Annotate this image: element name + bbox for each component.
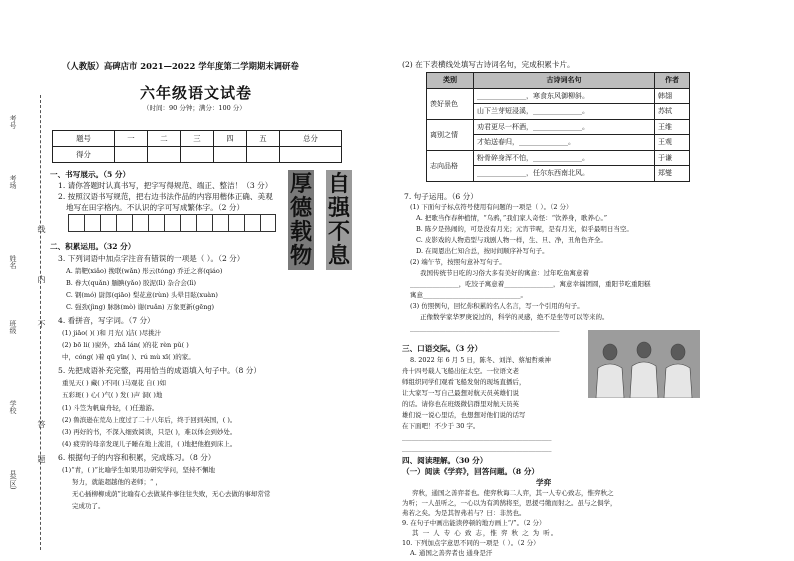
- poem-header-category: 类别: [427, 73, 474, 89]
- margin-label-name: 姓名: [9, 255, 17, 269]
- q8-line-1: 8. 2022 年 6 月 5 日，陈冬、刘洋、蔡旭哲乘神: [410, 356, 551, 364]
- q7-2-text: (2) 端午节，按照句意补写句子。: [410, 258, 506, 266]
- q2-text-cont: 地写在田字格内。不认识的字可写成繁体字。（2 分）: [66, 203, 245, 212]
- margin-label-county: 县(区): [9, 470, 17, 490]
- q9-sentence[interactable]: 其 一 人 专 心 致 志，惟 弈 秋 之 为 听。: [412, 529, 559, 537]
- calligraphy-left: [288, 170, 314, 270]
- q9-text: 9. 在句子中画出能读停顿的地方画上“/”。（2 分）: [402, 519, 546, 527]
- time-note: （时间：90 分钟；满分：100 分）: [143, 104, 246, 112]
- calligraphy-char: 强: [327, 195, 350, 221]
- q2-text: 2. 按照汉语书写规范，把右边书法作品的内容用楷体正确、美观: [58, 192, 273, 201]
- margin-label-exam-room: 考场: [9, 175, 17, 189]
- q8-line-3: 师组织同学们观看飞船发射的现场直播后，: [402, 378, 526, 386]
- margin-label-answer: 答: [37, 420, 46, 428]
- q7-3-answer-line[interactable]: ______________________________________________: [410, 324, 560, 332]
- q4-text: 4. 看拼音，写字词。（7 分）: [58, 316, 155, 325]
- q5-sentence-4: (4) 疲劳的母亲发现儿子睡在地上流泪，( )地把他抱到床上。: [62, 440, 237, 448]
- calligraphy-char: 物: [289, 243, 312, 269]
- page-title: 六年级语文试卷: [140, 84, 253, 102]
- calligraphy-char: 自: [327, 171, 350, 197]
- q1-text: 1. 请你答题时认真书写，把字写得规范、端正、整洁！（3 分）: [58, 181, 273, 190]
- q6-line-3: 无心插柳柳成荫”比喻有心去做某件事往往失败，无心去做的事却常常: [72, 490, 271, 498]
- q7-1-option-a: A. 把歌当作春种植情，“乌鸦，”我们家人奇怪：“饮养身，歌养心。”: [416, 214, 608, 222]
- section-4-heading: 四、阅读理解。（30 分）: [402, 456, 488, 465]
- poem-author: 韩翃: [655, 88, 690, 104]
- score-col-4: 四: [213, 131, 246, 147]
- poem-author: 王观: [655, 135, 690, 151]
- q8-line-2: 舟十四号载人飞船出征太空。一位语文老: [402, 367, 519, 375]
- article-title: 学弈: [536, 478, 552, 487]
- margin-label-question: 题: [37, 455, 46, 463]
- score-table: [52, 130, 342, 163]
- poem-intro: (2) 在下表横线处填写古诗词名句，完成积累卡片。: [402, 60, 575, 69]
- q5-idioms-row1: 重见天( ) 藏( )不同( )马观花 自( )如: [62, 379, 167, 387]
- score-cell[interactable]: [115, 147, 148, 163]
- article-line-1: 弈秋，通国之善弈者也。使弈秋诲二人弈，其一人专心致志，惟弈秋之: [412, 489, 614, 497]
- score-cell[interactable]: [213, 147, 246, 163]
- q6-text: 6. 根据句子的内容和积累，完成练习。（8 分）: [58, 453, 216, 462]
- section-3-heading: 三、口语交际。（3 分）: [402, 344, 483, 353]
- q7-1-text: (1) 下面句子标点符号使用有问题的一项是（ ）。（2 分）: [410, 203, 573, 211]
- poem-verse[interactable]: 劝君更尽一杯酒，______________。: [474, 119, 655, 135]
- q3-option-c: C. 钢(mó) 尉郎(qiāo) 梨花意(rùn) 头晕目眩(xuàn): [66, 291, 218, 299]
- calligraphy-char: 载: [289, 219, 312, 245]
- article-line-2: 为听；一人虽听之，一心以为有鸿鹄将至，思援弓缴而射之。虽与之俱学，: [402, 499, 617, 507]
- q4-line-3: 中，cóng( )着 qū yīn( )、rú mù xī( )的家。: [62, 353, 195, 361]
- q8-answer-line-1[interactable]: ______________________________________________: [402, 433, 552, 441]
- q7-2-line-1: 我国传统节日吃的习俗大多有美好的寓意：过年吃鱼寓意着: [420, 269, 589, 277]
- exam-source-line: （人教版）高碑店市 2021—2022 学年度第二学期期末调研卷: [62, 61, 299, 71]
- poem-category: 羡好景色: [427, 88, 474, 119]
- q6-line-2: 努力，就能超越他的老师；“ ，: [72, 478, 162, 486]
- poem-verse[interactable]: 才始送春归，______________。: [474, 135, 655, 151]
- calligraphy-char: 息: [327, 243, 350, 269]
- score-cell[interactable]: [147, 147, 180, 163]
- q10-option-a: A. 通国之善弈者也 通身是汗: [410, 549, 493, 557]
- q7-1-option-b: B. 陈夕是热闹的，可是没有月光；元宵节呢，是有月光，似乎最明日当空。: [416, 225, 633, 233]
- q8-line-6: 雄们说一说心里话，也想想对他们说的话写: [402, 411, 526, 419]
- score-col-3: 三: [180, 131, 213, 147]
- writing-grid[interactable]: [68, 214, 276, 232]
- calligraphy-char: 厚: [289, 171, 312, 197]
- section-2-heading: 二、积累运用。（32 分）: [50, 242, 136, 251]
- astronaut-photo-icon: [588, 330, 700, 398]
- margin-label-class: 班级: [9, 320, 17, 334]
- article-line-3: 弗若之矣。为是其智弗若与？曰：非然也。: [402, 509, 526, 517]
- q3-option-b: B. 眷大(quǎn) 腼腆(yǎo) 胶泥(lì) 杂合会(lì): [66, 279, 197, 287]
- margin-label-inside: 内: [37, 275, 46, 283]
- calligraphy-right: [326, 170, 352, 270]
- poem-author: 苏轼: [655, 104, 690, 120]
- q8-line-5: 的话。请你也在班级微信群里对航天员英: [402, 400, 519, 408]
- margin-label-line: 线: [37, 225, 46, 233]
- score-col-5: 五: [246, 131, 279, 147]
- poem-header-verse: 古诗词名句: [474, 73, 655, 89]
- q8-line-7: 在下面吧！不少于 30 字。: [402, 422, 480, 430]
- calligraphy-char: 不: [327, 219, 350, 245]
- q7-1-option-d: D. 在周恩出仁知合总，按时间顺序补写句子。: [416, 247, 549, 255]
- section-1-heading: 一、书写展示。（5 分）: [50, 170, 131, 179]
- q5-sentence-1: (1) 斗笠为帆扁舟轻，( )任遨游。: [62, 404, 159, 412]
- reading-sub-heading: （一）阅读《学弈》，回答问题。（8 分）: [402, 467, 540, 476]
- q7-3-example: 正像数学家华罗庚说过的，科学的灵感，绝不是坐等可以等来的。: [420, 313, 609, 321]
- q4-line-1: (1) jiāo( )( )和 月光( )洁( )尽挑汁: [62, 329, 162, 337]
- score-cell[interactable]: [180, 147, 213, 163]
- poem-author: 郑燮: [655, 166, 690, 182]
- q3-option-a: A. 箭靶(xiǎo) 挽联(wǎn) 彤云(tóng) 乔迁之喜(qiáo): [66, 267, 223, 275]
- q8-answer-line-2[interactable]: ______________________________________________: [402, 444, 552, 452]
- q6-line-1: (1)“青，( )”比喻学生如果用功研究学问，坚持不懈地: [62, 466, 215, 474]
- q10-text: 10. 下列加点字意思不同的一项是（ ）。（2 分）: [402, 539, 540, 547]
- poem-verse[interactable]: 粉骨碎身浑不怕，______________。: [474, 150, 655, 166]
- q7-2-line-3: 寓意______________________________。: [410, 291, 527, 299]
- q5-sentence-3: (3) 再好的书，不深入细致阅读，只是( )，难以体会到妙处。: [62, 428, 237, 436]
- margin-label-school: 学校: [9, 400, 17, 414]
- poem-category: 志向品格: [427, 150, 474, 181]
- poem-table: [426, 72, 690, 182]
- poem-category: 离别之情: [427, 119, 474, 150]
- score-col-total: 总分: [279, 131, 341, 147]
- q6-line-4: 完成功了。: [72, 502, 105, 510]
- poem-verse[interactable]: ______________，寒食东风御柳斜。: [474, 88, 655, 104]
- q4-line-2: (2) bō li( )窗外，zhǎ lán( )的花 rèn pǔ( ): [62, 341, 189, 349]
- q7-1-option-c: C. 皮影戏的人物造型与戏剧人物一样，生、旦、净，丑角色齐全。: [416, 236, 607, 244]
- score-row-label: 得分: [53, 147, 115, 163]
- calligraphy-char: 德: [289, 195, 312, 221]
- score-col-1: 一: [115, 131, 148, 147]
- q3-option-d: C. 强劲(jìng) 脉脉(mò) 谢(ruǎn) 万象更新(gēng): [66, 303, 215, 311]
- score-col-label: 题号: [53, 131, 115, 147]
- q8-line-4: 让大家写一写自己最想对航天员英雄们说: [402, 389, 519, 397]
- astronaut-photo: [588, 330, 700, 398]
- q3-text: 3. 下列词语中加点字注音有错误的一项是（ ）。（2 分）: [58, 254, 245, 263]
- margin-label-not: 不: [37, 320, 46, 328]
- score-cell[interactable]: [246, 147, 279, 163]
- q5-idioms-row2: 五彩斑( ) 心( )气( ) 发( )声 洞( )地: [62, 391, 163, 399]
- margin-label-exam-number: 考号: [9, 115, 17, 129]
- poem-header-author: 作者: [655, 73, 690, 89]
- q5-text: 5. 先把成语补充完整，再用恰当的成语填入句子中。（8 分）: [58, 366, 261, 375]
- score-col-2: 二: [147, 131, 180, 147]
- poem-author: 王维: [655, 119, 690, 135]
- poem-author: 于谦: [655, 150, 690, 166]
- q5-sentence-2: (2) 鲁滨逊在荒岛上度过了二十八年后，终于回到英国，( )。: [62, 416, 237, 424]
- q7-heading: 7. 句子运用。（6 分）: [404, 192, 478, 201]
- q7-3-text: (3) 仿照例句，回忆你积累的名人名言，写一个引用的句子。: [410, 302, 584, 310]
- score-cell[interactable]: [279, 147, 341, 163]
- poem-verse[interactable]: ______________，任尔东西南北风。: [474, 166, 655, 182]
- q7-2-line-2: _______________，吃饺子寓意着_______________，寓意幸福团圆，重阳节吃重阳糕: [410, 280, 651, 288]
- poem-verse[interactable]: 山下兰芽短浸溪，______________。: [474, 104, 655, 120]
